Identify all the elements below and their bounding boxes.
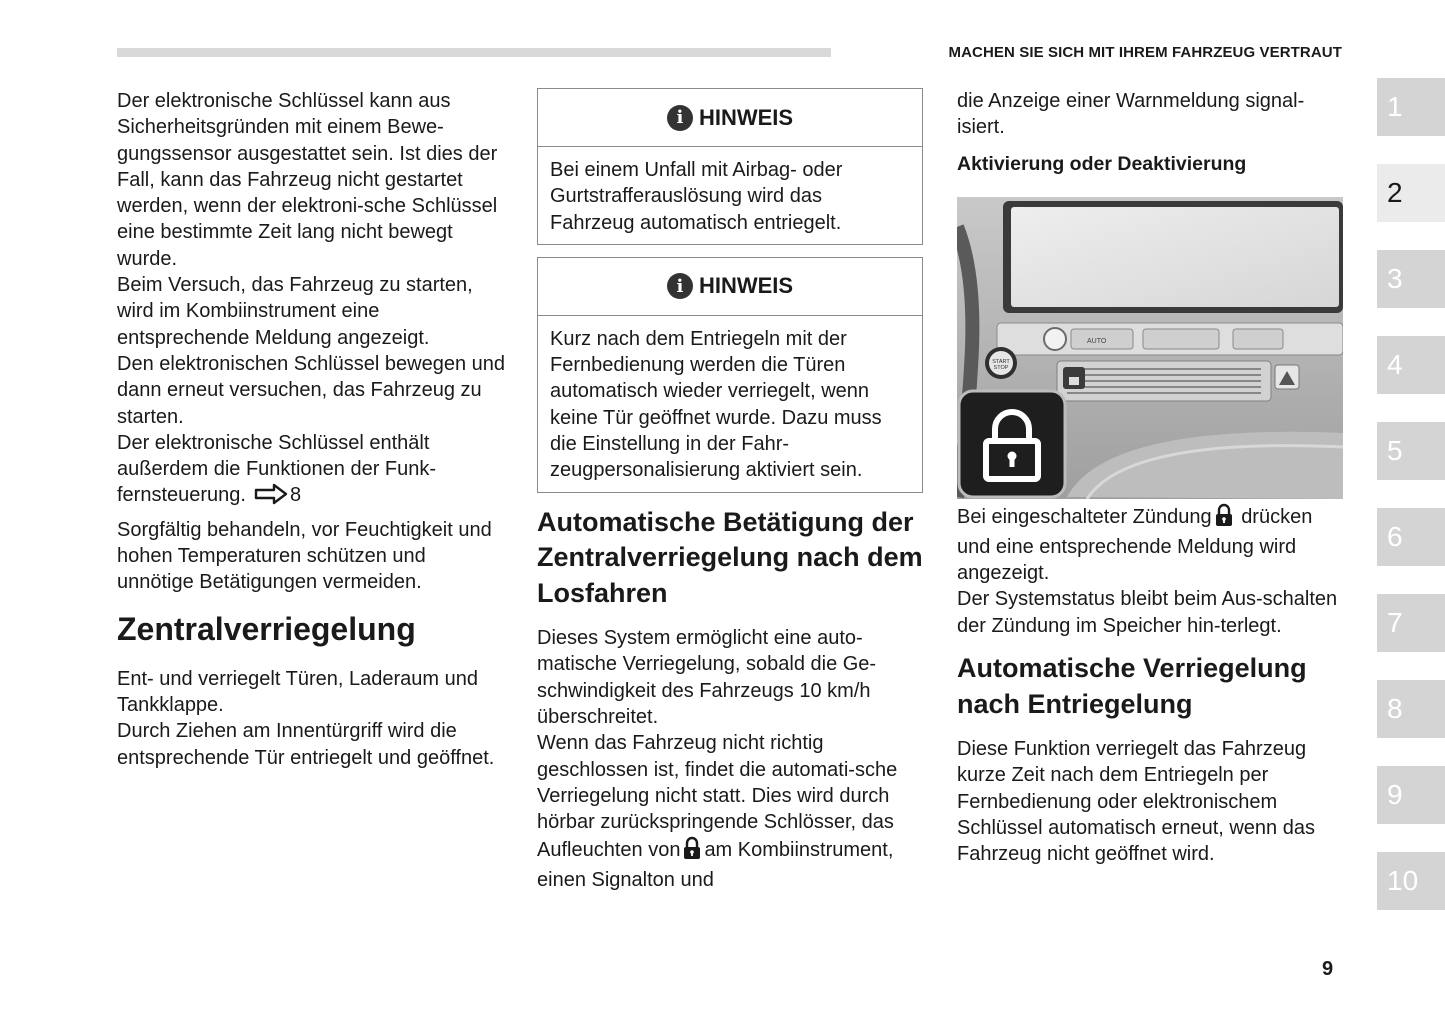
paragraph: Ent- und verriegelt Türen, Laderaum und Tankklappe. <box>117 667 478 716</box>
paragraph-text: Wenn das Fahrzeug nicht richtig geschlossen ist, findet die automati-sche Verriegelung nicht statt. Dies wird durch hörbar zurückspringende Schlösser, das Aufleuchten von <box>537 732 898 861</box>
page-reference-link[interactable]: 8 <box>289 484 302 507</box>
dashboard-photo <box>957 197 1343 499</box>
chapter-tab-9[interactable]: 9 <box>1377 766 1445 824</box>
note-text: Kurz nach dem Entriegeln mit der Fernbedienung werden die Türen automatisch wieder verriegelt, wenn keine Tür geöffnet wurde. Dazu muss die Einstellung in der Fahr-zeugpersonalisierung aktiviert sein. <box>550 327 882 482</box>
note-header <box>538 89 922 147</box>
chapter-tab-7[interactable]: 7 <box>1377 594 1445 652</box>
paragraph: Der elektronische Schlüssel kann aus Sicherheitsgründen mit einem Bewe-gungssensor ausgestattet sein. Ist dies der Fall, kann das Fahrzeug nicht gestartet werden, wenn der elektroni-sche Schlüssel eine bestimmte Zeit lang nicht bewegt wurde. <box>117 90 498 270</box>
note-header <box>538 258 922 316</box>
section-heading: Automatische Betätigung der Zentralverriegelung nach dem Losfahren <box>537 506 923 608</box>
paragraph: Durch Ziehen am Innentürgriff wird die entsprechende Tür entriegelt und geöffnet. <box>117 720 495 769</box>
paragraph-text: drücken und eine entsprechende Meldung wird angezeigt. <box>957 505 1313 585</box>
section-heading: Zentralverriegelung <box>117 610 416 647</box>
note-box <box>537 257 923 493</box>
chapter-tab-2[interactable]: 2 <box>1377 164 1445 222</box>
chapter-tab-5[interactable]: 5 <box>1377 422 1445 480</box>
note-box <box>537 88 923 245</box>
chapter-tab-6[interactable]: 6 <box>1377 508 1445 566</box>
info-icon: i <box>667 273 693 299</box>
info-icon: i <box>667 105 693 131</box>
photo-label-auto: AUTO <box>1087 337 1107 345</box>
column-1 <box>117 88 507 771</box>
chapter-tab-1[interactable]: 1 <box>1377 78 1445 136</box>
note-body <box>538 316 922 492</box>
lock-icon <box>1214 503 1234 534</box>
section-heading: Automatische Verriegelung nach Entriegelung <box>957 653 1307 719</box>
lock-icon <box>682 836 702 867</box>
note-body <box>538 147 922 244</box>
paragraph-text: am Kombiinstrument, einen Signalton und <box>537 838 894 891</box>
chapter-tab-3[interactable]: 3 <box>1377 250 1445 308</box>
note-label: HINWEIS <box>698 104 794 130</box>
chapter-tab-4[interactable]: 4 <box>1377 336 1445 394</box>
header-rule <box>117 48 831 57</box>
column-2 <box>537 88 923 893</box>
note-label: HINWEIS <box>698 273 794 299</box>
subheading: Aktivierung oder Deaktivierung <box>957 152 1247 175</box>
paragraph: Der Systemstatus bleibt beim Aus-schalten der Zündung im Speicher hin-terlegt. <box>957 588 1338 637</box>
photo-label-stop: STOP <box>993 364 1009 371</box>
chapter-tab-8[interactable]: 8 <box>1377 680 1445 738</box>
paragraph: Sorgfältig behandeln, vor Feuchtigkeit und hohen Temperaturen schützen und unnötige Betätigungen vermeiden. <box>117 518 492 594</box>
column-3 <box>957 88 1347 868</box>
paragraph: Beim Versuch, das Fahrzeug zu starten, wird im Kombiinstrument eine entsprechende Meldung angezeigt. <box>117 274 473 349</box>
page-number: 9 <box>1322 958 1334 980</box>
paragraph <box>957 503 1347 587</box>
paragraph: die Anzeige einer Warnmeldung signal-isiert. <box>957 90 1305 139</box>
paragraph <box>117 430 507 513</box>
arrow-right-icon <box>254 483 288 512</box>
paragraph: Dieses System ermöglicht eine auto-matische Verriegelung, sobald die Ge-schwindigkeit des Fahrzeugs 10 km/h überschreitet. <box>537 627 877 729</box>
paragraph: Diese Funktion verriegelt das Fahrzeug kurze Zeit nach dem Entriegeln per Fernbedienung oder elektronischem Schlüssel automatisch erneut, wenn das Fahrzeug nicht geöffnet wird. <box>957 738 1315 866</box>
paragraph <box>537 730 923 893</box>
running-head: MACHEN SIE SICH MIT IHREM FAHRZEUG VERTRAUT <box>948 44 1342 61</box>
photo-label-start: START <box>992 358 1010 365</box>
paragraph-text: Bei eingeschalteter Zündung <box>957 505 1212 528</box>
chapter-tab-10[interactable]: 10 <box>1377 852 1445 910</box>
paragraph: Den elektronischen Schlüssel bewegen und dann erneut versuchen, das Fahrzeug zu starten. <box>117 352 506 428</box>
paragraph-text: Der elektronische Schlüssel enthält außerdem die Funktionen der Funk-fernsteuerung. <box>117 431 437 507</box>
note-text: Bei einem Unfall mit Airbag- oder Gurtstrafferauslösung wird das Fahrzeug automatisch entriegelt. <box>550 159 843 234</box>
